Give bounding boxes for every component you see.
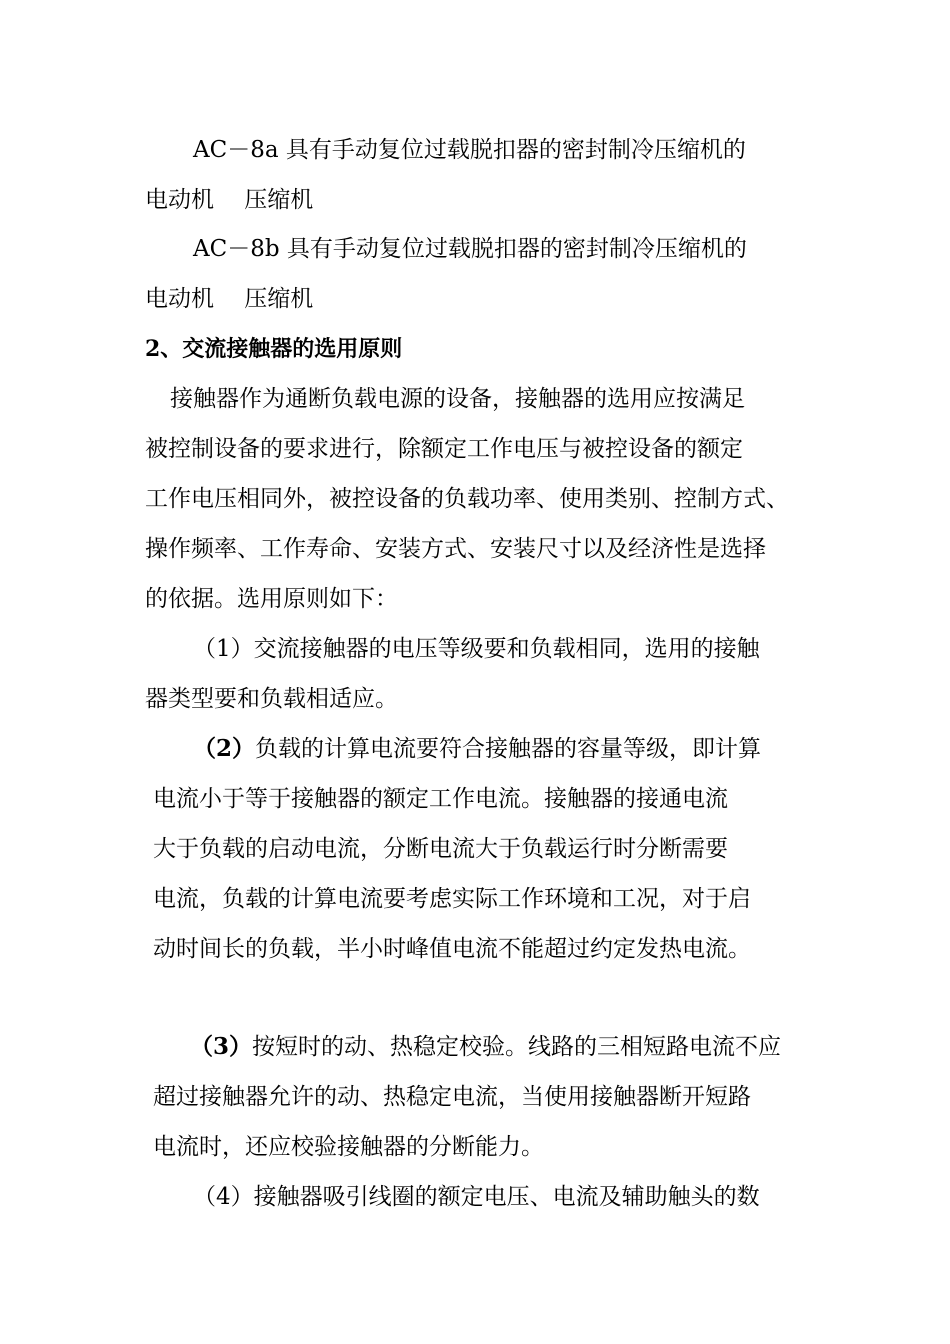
item1-line-2: 器类型要和负载相适应。 [145,686,398,712]
intro-line-2: 被控制设备的要求进行，除额定工作电压与被控设备的额定 [145,436,743,462]
item2-line-5: 动时间长的负载，半小时峰值电流不能超过约定发热电流。 [153,936,751,962]
item2-line-4: 电流，负载的计算电流要考虑实际工作环境和工况，对于启 [153,886,751,912]
item2-line-1 [193,734,761,764]
intro-line-1: 接触器作为通断负载电源的设备，接触器的选用应按满足 [170,386,745,412]
ac8a-line-1: AC－8a 具有手动复位过载脱扣器的密封制冷压缩机的 [193,137,746,163]
item2-line-2: 电流小于等于接触器的额定工作电流。接触器的接通电流 [153,786,728,812]
intro-line-3: 工作电压相同外，被控设备的负载功率、使用类别、控制方式、 [145,486,789,512]
ac8b-line-2: 电动机 压缩机 [145,286,314,312]
item2-line-3: 大于负载的启动电流，分断电流大于负载运行时分断需要 [153,836,728,862]
item3-line-3: 电流时，还应校验接触器的分断能力。 [153,1134,544,1160]
item1-line-1: （1）交流接触器的电压等级要和负载相同，选用的接触 [193,636,760,662]
section-heading: 2、交流接触器的选用原则 [145,336,403,362]
item2-marker: （2） [193,735,256,762]
ac8a-line-2: 电动机 压缩机 [145,187,314,213]
item2-first-rest: 负载的计算电流要符合接触器的容量等级，即计算 [255,736,762,762]
item4-line-1: （4）接触器吸引线圈的额定电压、电流及辅助触头的数 [193,1184,760,1210]
item3-line-1 [190,1032,781,1062]
intro-line-5: 的依据。选用原则如下： [145,586,398,612]
intro-line-4: 操作频率、工作寿命、安装方式、安装尺寸以及经济性是选择 [145,536,766,562]
item3-marker: （3） [190,1033,253,1060]
ac8b-line-1: AC－8b 具有手动复位过载脱扣器的密封制冷压缩机的 [193,236,747,262]
item3-line-2: 超过接触器允许的动、热稳定电流，当使用接触器断开短路 [153,1084,751,1110]
item3-first-rest: 按短时的动、热稳定校验。线路的三相短路电流不应 [252,1034,782,1060]
